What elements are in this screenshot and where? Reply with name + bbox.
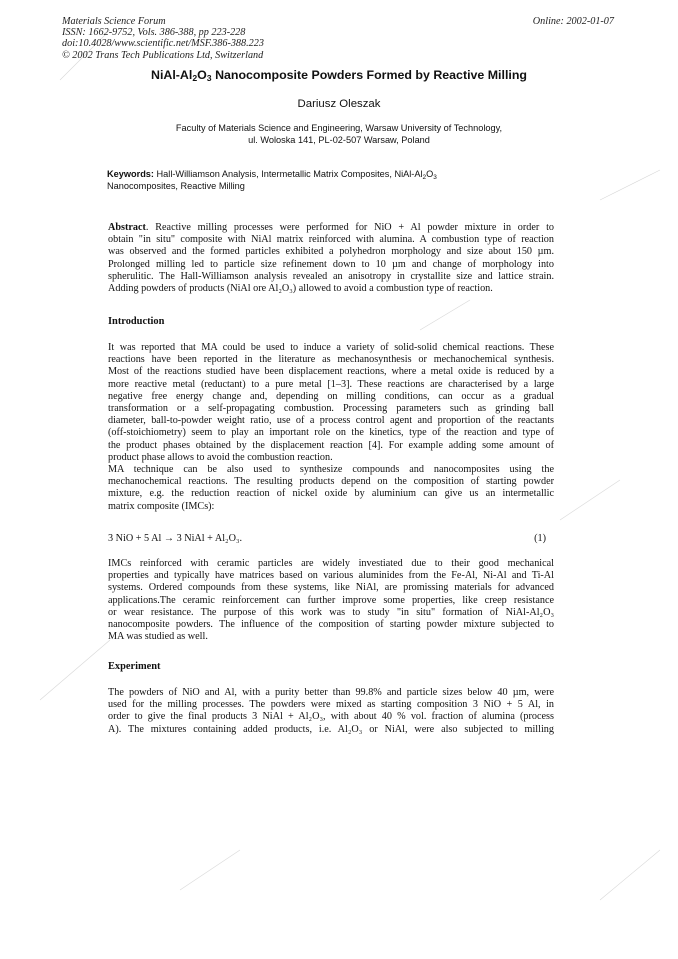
affiliation-line-2: ul. Woloska 141, PL-02-507 Warsaw, Poland <box>248 135 430 145</box>
experiment-heading: Experiment <box>108 661 161 672</box>
abstract-label: Abstract <box>108 222 146 233</box>
journal-name: Materials Science Forum <box>62 16 166 27</box>
paper-title: NiAl-$Al_2O_3$ Nanocomposite Powders Formed by Reactive Milling <box>151 68 527 83</box>
equation-number: (1) <box>534 533 546 544</box>
introduction-paragraph-2: MA technique can be also used to synthesize compounds and nanocomposites using the mechanochemical reactions. The resulting products depend on the composition of starting powder mixture, e.g. the reduction reaction of nickel oxide by aluminium can give us an intermetallic matrix composite (IMCs): <box>108 464 554 512</box>
experiment-paragraph: The powders of NiO and Al, with a purity better than 99.8% and particle sizes below 40 µm, were used for the milling processes. The powders were mixed as starting composition 3 NiO + 5 Al, in order to give the final products 3 NiAl + Al₂O₃, with about 40 % vol. fraction of alumina (process A). The mixtures containing added products, i.e. Al₂O₃ or NiAl, were also subjected to milling <box>108 687 554 735</box>
affiliation-line-1: Faculty of Materials Science and Engineering, Warsaw University of Technology, <box>175 123 503 133</box>
copyright-line: © 2002 Trans Tech Publications Ltd, Switzerland <box>62 49 264 61</box>
affiliation <box>0 122 678 146</box>
introduction-paragraph-3: IMCs reinforced with ceramic particles are widely investiated due to their good mechanical properties and typically have matrices based on various aluminides from the Fe-Al, Ni-Al and Ti-Al systems. Ordered compounds from these systems, like NiAl, are promissing materials for advanced applications.The ceramic reinforcement can further improve some properties, like creep resistance or wear resistance. The purpose of this work was to study "in situ" formation of NiAl-Al₂O₃ nanocomposite powders. The influence of the composition of starting powder mixture subjected to MA was studied as well. <box>108 558 554 643</box>
equation-1 <box>108 533 554 544</box>
citation-block <box>62 16 264 61</box>
author-name: Dariusz Oleszak <box>297 98 381 110</box>
abstract: Abstract. Reactive milling processes were performed for NiO + Al powder mixture in order to obtain "in situ" composite with NiAl matrix reinforced with alumina. A combustion type of reaction was observed and the formed particles exhibited a polyhedron morphology and size about 150 µm. Prolonged milling led to particle size refinement down to 10 µm and change of morphology into spherulitic. The Hall-Williamson analysis revealed an anisotropy in crystallite size and lattice strain. Adding powders of products (NiAl ore Al₂O₃) allowed to avoid a combustion type of reaction. <box>108 222 554 295</box>
keywords-line-2: Nanocomposites, Reactive Milling <box>107 181 245 191</box>
introduction-heading: Introduction <box>108 316 165 327</box>
introduction-paragraph-1: It was reported that MA could be used to induce a variety of solid-solid chemical reactions. These reactions have been reported in the literature as mechanosynthesis or mechanochemical synthesis. Most of the reactions studied have been displacement reactions, where a metal oxide is reduced by a more reactive metal (reductant) to a pure metal [1–3]. These reactions are characterised by a large negative free energy change and, depending on milling conditions, can occur as a gradual transformation or a self-propagating combustion. Processing parameters such as grinding ball diameter, ball-to-powder weight ratio, use of a process control agent and proportion of the reactants (off-stoichiometry) seem to play an important role on the kinetics, type of the reaction and type of the product phases obtained by the displacement reaction [4]. For example adding some amount of product phase allows to avoid the combustion reaction. <box>108 342 554 463</box>
online-date: Online: 2002-01-07 <box>532 16 614 27</box>
keywords: Keywords: Hall-Williamson Analysis, Intermetallic Matrix Composites, NiAl-$Al_2O_3$ Nanocomposites, Reactive Milling <box>107 168 557 192</box>
doi-link[interactable]: doi:10.4028/www.scientific.net/MSF.386-388.223 <box>62 38 264 50</box>
issn-line: ISSN: 1662-9752, Vols. 386-388, pp 223-228 <box>62 27 246 39</box>
keywords-label: Keywords: <box>107 169 154 179</box>
equation-text: 3 NiO + 5 Al → 3 NiAl + Al₂O₃. <box>108 533 243 544</box>
